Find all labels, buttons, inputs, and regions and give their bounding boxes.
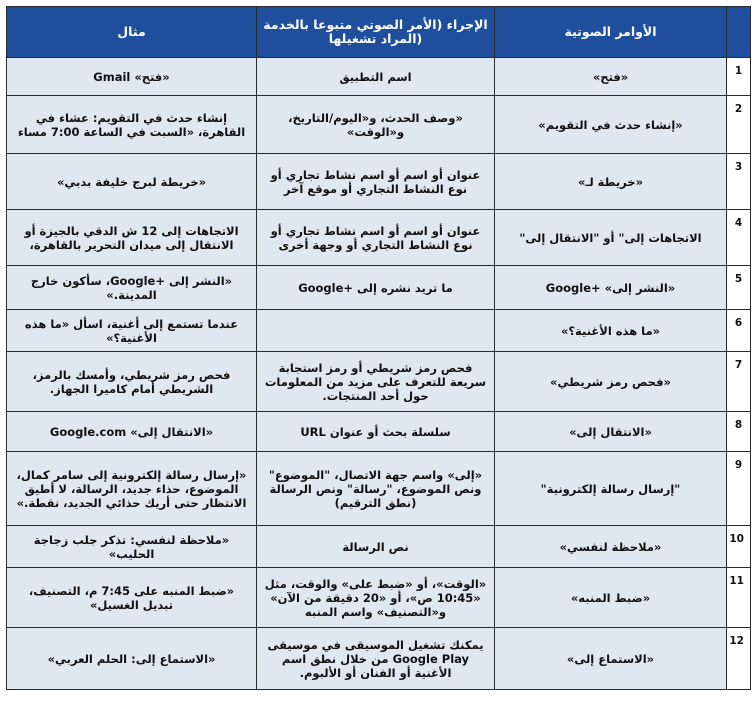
command-cell: «ملاحظة لنفسي» [495,526,727,568]
command-cell: «النشر إلى» +Google [495,266,727,310]
row-number: 6 [727,310,751,352]
action-cell: «وصف الحدث، و«اليوم/التاريخ، و«الوقت» [257,96,495,154]
table-row [7,210,751,266]
row-number: 12 [727,628,751,690]
row-number: 10 [727,526,751,568]
action-cell: اسم التطبيق [257,58,495,96]
table-row [7,352,751,412]
row-number: 11 [727,568,751,628]
example-cell: الاتجاهات إلى 12 ش الدقي بالجيزة أو الانتقال إلى ميدان التحرير بالقاهرة، [7,210,257,266]
example-cell: «الانتقال إلى» Google.com [7,412,257,452]
example-cell: «فتح» Gmail [7,58,257,96]
command-cell: «فحص رمز شريطي» [495,352,727,412]
row-number: 1 [727,58,751,96]
command-cell: «ما هذه الأغنية؟» [495,310,727,352]
row-number: 4 [727,210,751,266]
action-cell [257,310,495,352]
command-cell: «الانتقال إلى» [495,412,727,452]
table-row [7,310,751,352]
action-cell: «إلى» واسم جهة الاتصال، "الموضوع" ونص الموضوع، "رسالة" ونص الرسالة (نطق الترقيم) [257,452,495,526]
voice-commands-table [6,6,751,690]
command-cell: "إرسال رسالة إلكترونية" [495,452,727,526]
action-cell: يمكنك تشغيل الموسيقى في موسيقى Google Play من خلال نطق اسم الأغنية أو الفنان أو الألبوم. [257,628,495,690]
command-cell: «فتح» [495,58,727,96]
row-number: 8 [727,412,751,452]
example-cell: إنشاء حدث في التقويم: عشاء في القاهرة، «السبت في الساعة 7:00 مساء [7,96,257,154]
table-body [7,58,751,690]
table-row [7,568,751,628]
example-cell: عندما تستمع إلى أغنية، اسأل «ما هذه الأغنية؟» [7,310,257,352]
example-cell: فحص رمز شريطي، وأمسك بالرمز، الشريطي أمام كاميرا الجهاز. [7,352,257,412]
header-number [727,7,751,58]
action-cell: نص الرسالة [257,526,495,568]
row-number: 5 [727,266,751,310]
example-cell: «إرسال رسالة إلكترونية إلى سامر كمال، الموضوع، حذاء جديد، الرسالة، لا أطيق الانتظار حتى أريك حذائي الجديد، نقطة.» [7,452,257,526]
header-command: الأوامر الصوتية [495,7,727,58]
command-cell: «إنشاء حدث في التقويم» [495,96,727,154]
action-cell: فحص رمز شريطي أو رمز استجابة سريعة للتعرف على مزيد من المعلومات حول أحد المنتجات. [257,352,495,412]
row-number: 7 [727,352,751,412]
voice-commands-table-wrapper [6,6,750,690]
command-cell: «خريطة لـ» [495,154,727,210]
row-number: 9 [727,452,751,526]
example-cell: «ملاحظة لنفسي: تذكر جلب زجاجة الحليب» [7,526,257,568]
table-row [7,452,751,526]
table-row [7,58,751,96]
row-number: 2 [727,96,751,154]
example-cell: «خريطة لبرج خليفة بدبي» [7,154,257,210]
header-row [7,7,751,58]
table-row [7,154,751,210]
table-row [7,628,751,690]
command-cell: الاتجاهات إلى" أو "الانتقال إلى" [495,210,727,266]
command-cell: «ضبط المنبه» [495,568,727,628]
table-row [7,266,751,310]
table-row [7,412,751,452]
table-row [7,96,751,154]
header-action: الإجراء (الأمر الصوتي متبوعا بالخدمة (المراد تشغيلها [257,7,495,58]
example-cell: «الاستماع إلى: الحلم العربي» [7,628,257,690]
action-cell: عنوان أو اسم أو اسم نشاط تجاري أو نوع النشاط التجاري أو موقع آخر [257,154,495,210]
row-number: 3 [727,154,751,210]
table-row [7,526,751,568]
command-cell: «الاستماع إلى» [495,628,727,690]
header-example: مثال [7,7,257,58]
example-cell: «ضبط المنبه على 7:45 م، التصنيف، تبديل الغسيل» [7,568,257,628]
action-cell: سلسلة بحث أو عنوان URL [257,412,495,452]
action-cell: «الوقت»، أو «ضبط على» والوقت، مثل «10:45 ص»، أو «20 دقيقة من الآن» و«التصنيف» واسم المنبه [257,568,495,628]
example-cell: «النشر إلى +Google، سأكون خارج المدينة.» [7,266,257,310]
action-cell: ما تريد نشره إلى +Google [257,266,495,310]
action-cell: عنوان أو اسم أو اسم نشاط تجاري أو نوع النشاط التجاري أو وجهة أخرى [257,210,495,266]
